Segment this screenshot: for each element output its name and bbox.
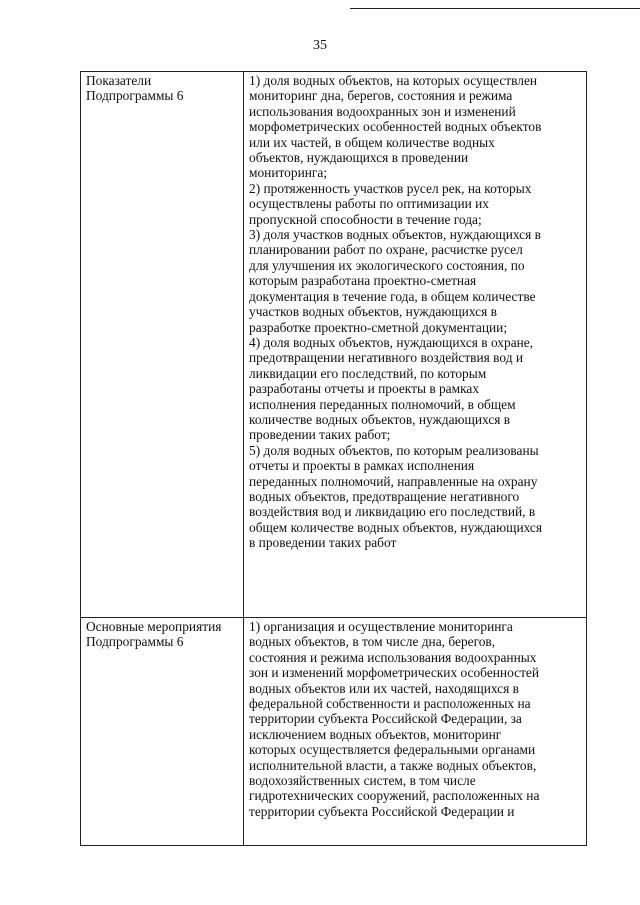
text-line: 4) доля водных объектов, нуждающихся в охране, [249,334,534,350]
text-line: водных объектов, в том числе дна, берегов, [249,634,496,650]
text-line: мониторинг дна, берегов, состояния и режима [249,88,513,104]
text-line: 5) доля водных объектов, по которым реализованы [249,442,539,458]
text-line: использования водоохранных зон и изменений [249,103,516,119]
text-line: зон и изменений морфометрических особенностей [249,665,540,681]
text-line: общем количестве водных объектов, нуждающихся [249,519,543,535]
page-number: 35 [313,38,327,53]
text-line: планировании работ по охране, расчистке русел [249,242,523,258]
text-line: территории субъекта Российской Федерации, за [249,711,522,727]
header-rule [350,8,640,9]
text-line: 1) организация и осуществление мониторинга [249,619,513,634]
text-line: осуществлены работы по оптимизации их [249,196,489,212]
text-line: переданных полномочий, направленные на охрану [249,473,538,489]
text-line: гидротехнических сооружений, расположенных на [249,788,540,804]
table-row-indicators [81,72,587,618]
text-line: участков водных объектов, нуждающихся в [249,304,497,320]
text-line: разработаны отчеты и проекты в рамках [249,381,480,397]
text-line: исполнительной власти, а также водных объектов, [249,757,537,773]
text-line: отчеты и проекты в рамках исполнения [249,458,475,474]
text-line: мониторинга; [249,165,328,181]
text-line: водохозяйственных систем, в том числе [249,773,476,789]
row-label-main-measures [81,618,244,846]
text-line: для улучшения их экологического состояния, по [249,257,525,273]
text-line: морфометрических особенностей водных объектов [249,119,542,135]
text-line: которым разработана проектно-сметная [249,273,477,289]
text-line: 1) доля водных объектов, на которых осуществлен [249,73,538,88]
text-line: предотвращении негативного воздействия вод и [249,350,524,366]
text-line: состояния и режима использования водоохранных [249,649,537,665]
text-line: количестве водных объектов, нуждающихся в [249,411,511,427]
text-line: разработке проектно-сметной документации; [249,319,508,335]
content-lines [249,619,582,819]
text-line: в проведении таких работ [249,535,397,551]
row-content-indicators [244,72,587,618]
label-lines [86,73,239,104]
text-line: водных объектов, предотвращение негативного [249,488,520,504]
content-lines [249,73,582,551]
text-line: воздействия вод и ликвидацию его последствий, в [249,504,536,520]
table-row-main-measures [81,618,587,846]
label-lines [86,619,239,650]
text-line: которых осуществляется федеральными органами [249,742,536,758]
row-label-indicators [81,72,244,618]
text-line: федеральной собственности и расположенных на [249,696,531,712]
row-content-main-measures [244,618,587,846]
text-line: Показатели [86,73,152,88]
text-line: Подпрограммы 6 [86,634,184,650]
text-line: пропускной способности в течение года; [249,211,482,227]
text-line: исполнения переданных полномочий, в общем [249,396,516,412]
text-line: объектов, нуждающихся в проведении [249,150,469,166]
text-line: территории субъекта Российской Федерации и [249,803,515,819]
text-line: проведении таких работ; [249,427,391,443]
text-line: документация в течение года, в общем количестве [249,288,536,304]
text-line: или их частей, в общем количестве водных [249,134,495,150]
text-line: ликвидации его последствий, по которым [249,365,487,381]
program-table [80,71,587,846]
text-line: исключением водных объектов, мониторинг [249,726,502,742]
text-line: 2) протяженность участков русел рек, на которых [249,180,532,196]
text-line: 3) доля участков водных объектов, нуждающихся в [249,227,541,243]
text-line: Основные мероприятия [86,619,222,634]
text-line: водных объектов или их частей, находящихся в [249,680,519,696]
text-line: Подпрограммы 6 [86,88,184,104]
